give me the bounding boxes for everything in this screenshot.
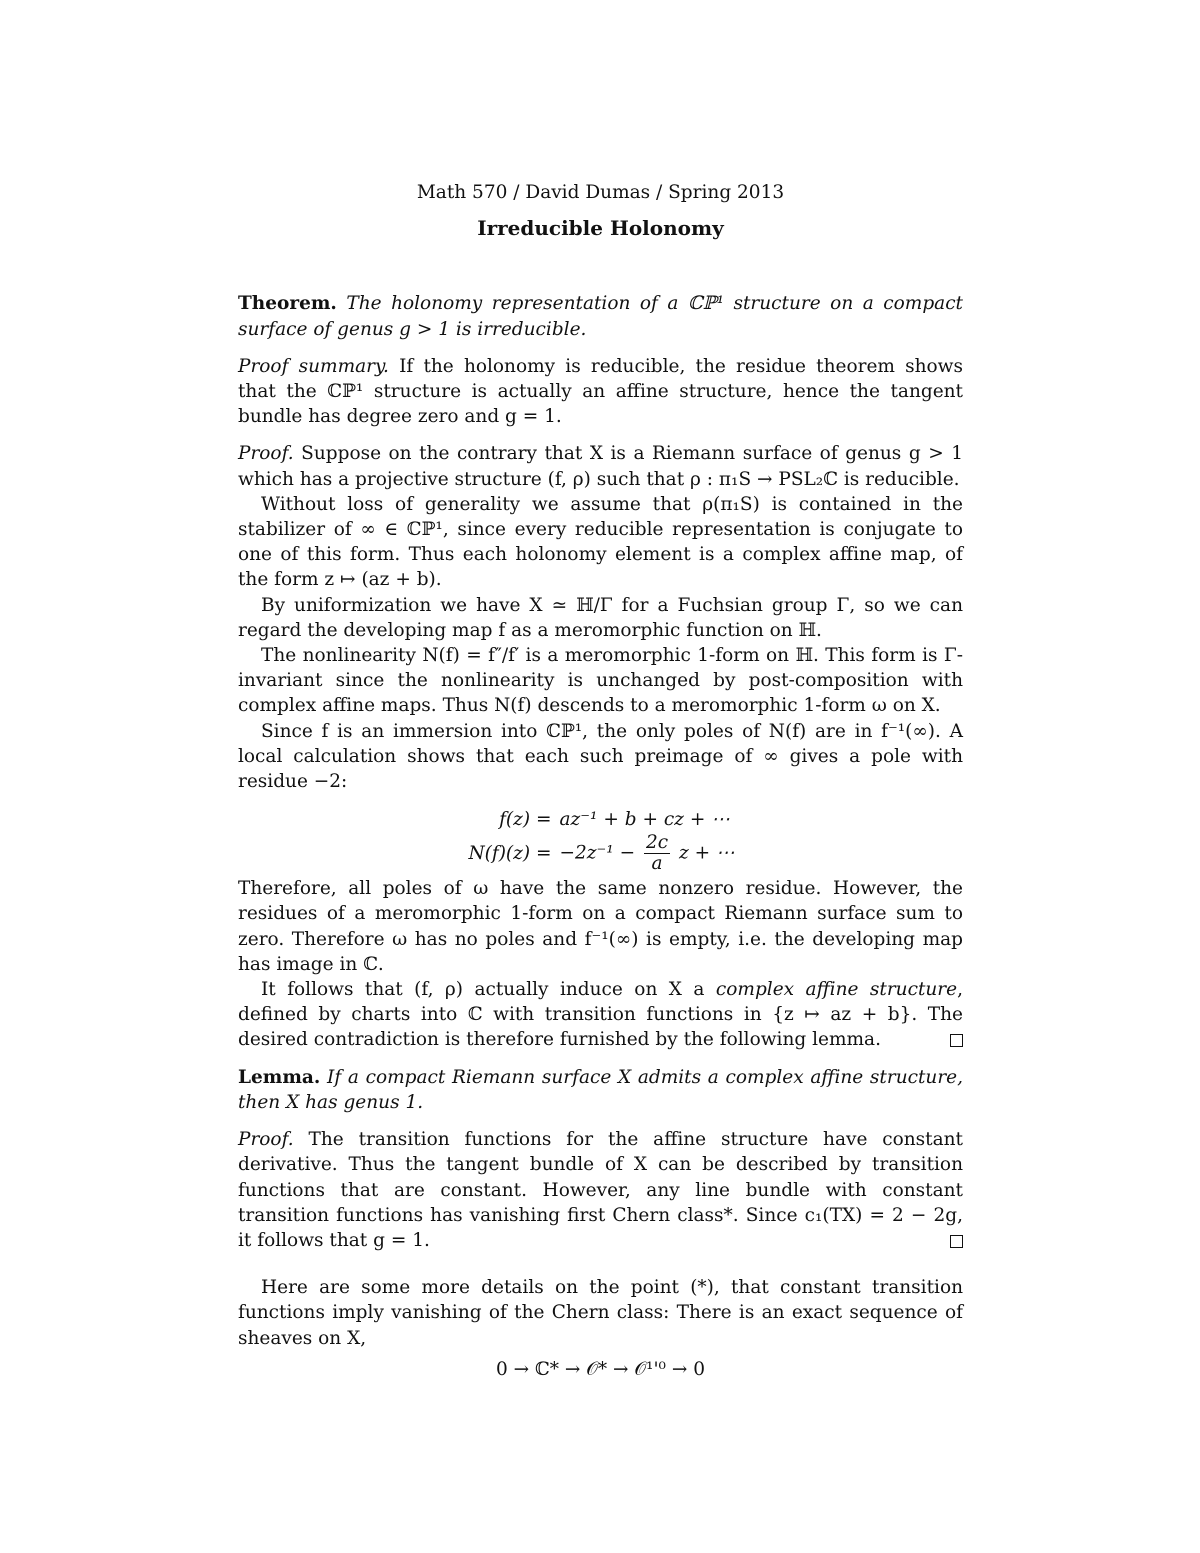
qed-square-icon bbox=[950, 1034, 963, 1047]
lemma-block bbox=[238, 1065, 963, 1115]
theorem-block bbox=[238, 291, 963, 341]
equation-f-rhs: az⁻¹ + b + cz + ⋯ bbox=[559, 808, 730, 830]
equation-n-rhs-part-a: −2z⁻¹ − bbox=[559, 842, 636, 864]
qed-square-icon bbox=[950, 1235, 963, 1248]
lemma-proof-text: The transition functions for the affine structure have constant derivative. Thus the tangent bundle of X can be described by transition functions that are constant. However, any line bundle with constant transition functions has vanishing first Chern class*. Since c₁(TX) = 2 − 2g, it follows that g = 1. bbox=[238, 1129, 963, 1251]
equation-n-rhs bbox=[556, 833, 870, 874]
course-header: Math 570 / David Dumas / Spring 2013 bbox=[416, 182, 785, 203]
document-title: Irreducible Holonomy bbox=[477, 216, 724, 241]
proof-p7-emphasis: complex affine structure bbox=[715, 979, 958, 1001]
proof-paragraph-3: By uniformization we have X ≃ ℍ/Γ for a Fuchsian group Γ, so we can regard the developing map f as a meromorphic function on ℍ. bbox=[238, 594, 963, 641]
equation-nonlinearity bbox=[238, 831, 963, 874]
proof-paragraph-1 bbox=[238, 441, 963, 491]
equation-n-lhs: N(f)(z) = bbox=[468, 842, 552, 864]
proof-summary-block bbox=[238, 354, 963, 430]
proof-summary-label: Proof summary. bbox=[238, 355, 389, 377]
proof-summary-text: If the holonomy is reducible, the residue theorem shows that the ℂℙ¹ structure is actually an affine structure, hence the tangent bundle has degree zero and g = 1. bbox=[238, 355, 964, 428]
equation-n-fraction bbox=[644, 833, 670, 874]
proof-paragraph-6: Therefore, all poles of ω have the same nonzero residue. However, the residues of a meromorphic 1-form on a compact Riemann surface sum to zero. Therefore ω has no poles and f⁻¹(∞) is empty, i.e. the developing map has image in ℂ. bbox=[238, 878, 963, 975]
document-page bbox=[238, 180, 963, 1388]
equation-n-rhs-part-b: z + ⋯ bbox=[679, 842, 735, 864]
proof-paragraph-5: Since f is an immersion into ℂℙ¹, the only poles of N(f) are in f⁻¹(∞). A local calculation shows that each such preimage of ∞ gives a pole with residue −2: bbox=[238, 720, 963, 793]
lemma-proof-block bbox=[238, 1127, 963, 1253]
exact-sequence: 0 → ℂ* → 𝒪* → 𝒪¹'⁰ → 0 bbox=[495, 1358, 706, 1380]
equation-f-lhs: f(z) = bbox=[499, 808, 552, 830]
lemma-statement: If a compact Riemann surface X admits a complex affine structure, then X has genus 1. bbox=[238, 1066, 963, 1113]
proof-p1-text: Suppose on the contrary that X is a Riemann surface of genus g > 1 which has a projective structure (f, ρ) such that ρ : π₁S → PSL₂ℂ is reducible. bbox=[238, 443, 963, 490]
equation-f bbox=[238, 802, 963, 836]
proof-paragraph-7 bbox=[238, 977, 963, 1053]
proof-p7-part-a: It follows that (f, ρ) actually induce on X a bbox=[261, 979, 705, 1001]
fraction-denominator: a bbox=[651, 852, 663, 874]
lemma-proof-label: Proof. bbox=[238, 1129, 294, 1151]
theorem-label: Theorem. bbox=[238, 293, 337, 315]
theorem-statement: The holonomy representation of a ℂℙ¹ structure on a compact surface of genus g > 1 is irreducible. bbox=[238, 293, 963, 340]
fraction-numerator: 2c bbox=[645, 831, 669, 853]
proof-label: Proof. bbox=[238, 443, 294, 465]
proof-paragraph-4: The nonlinearity N(f) = f″/f′ is a meromorphic 1-form on ℍ. This form is Γ-invariant since the nonlinearity is unchanged by post-composition with complex affine maps. Thus N(f) descends to a meromorphic 1-form ω on X. bbox=[238, 645, 963, 717]
proof-p7-part-b: , defined by charts into ℂ with transition functions in {z ↦ az + b}. The desired contradiction is therefore furnished by the following lemma. bbox=[238, 979, 963, 1051]
lemma-label: Lemma. bbox=[238, 1066, 321, 1088]
proof-paragraph-2: Without loss of generality we assume that ρ(π₁S) is contained in the stabilizer of ∞ ∈ ℂℙ¹, since every reducible representation is conjugate to one of this form. Thus each holonomy element is a complex affine map, of the form z ↦ (az + b). bbox=[238, 493, 963, 591]
residue-equations bbox=[238, 802, 963, 874]
details-paragraph: Here are some more details on the point (*), that constant transition functions imply vanishing of the Chern class: There is an exact sequence of sheaves on X, bbox=[238, 1277, 963, 1349]
